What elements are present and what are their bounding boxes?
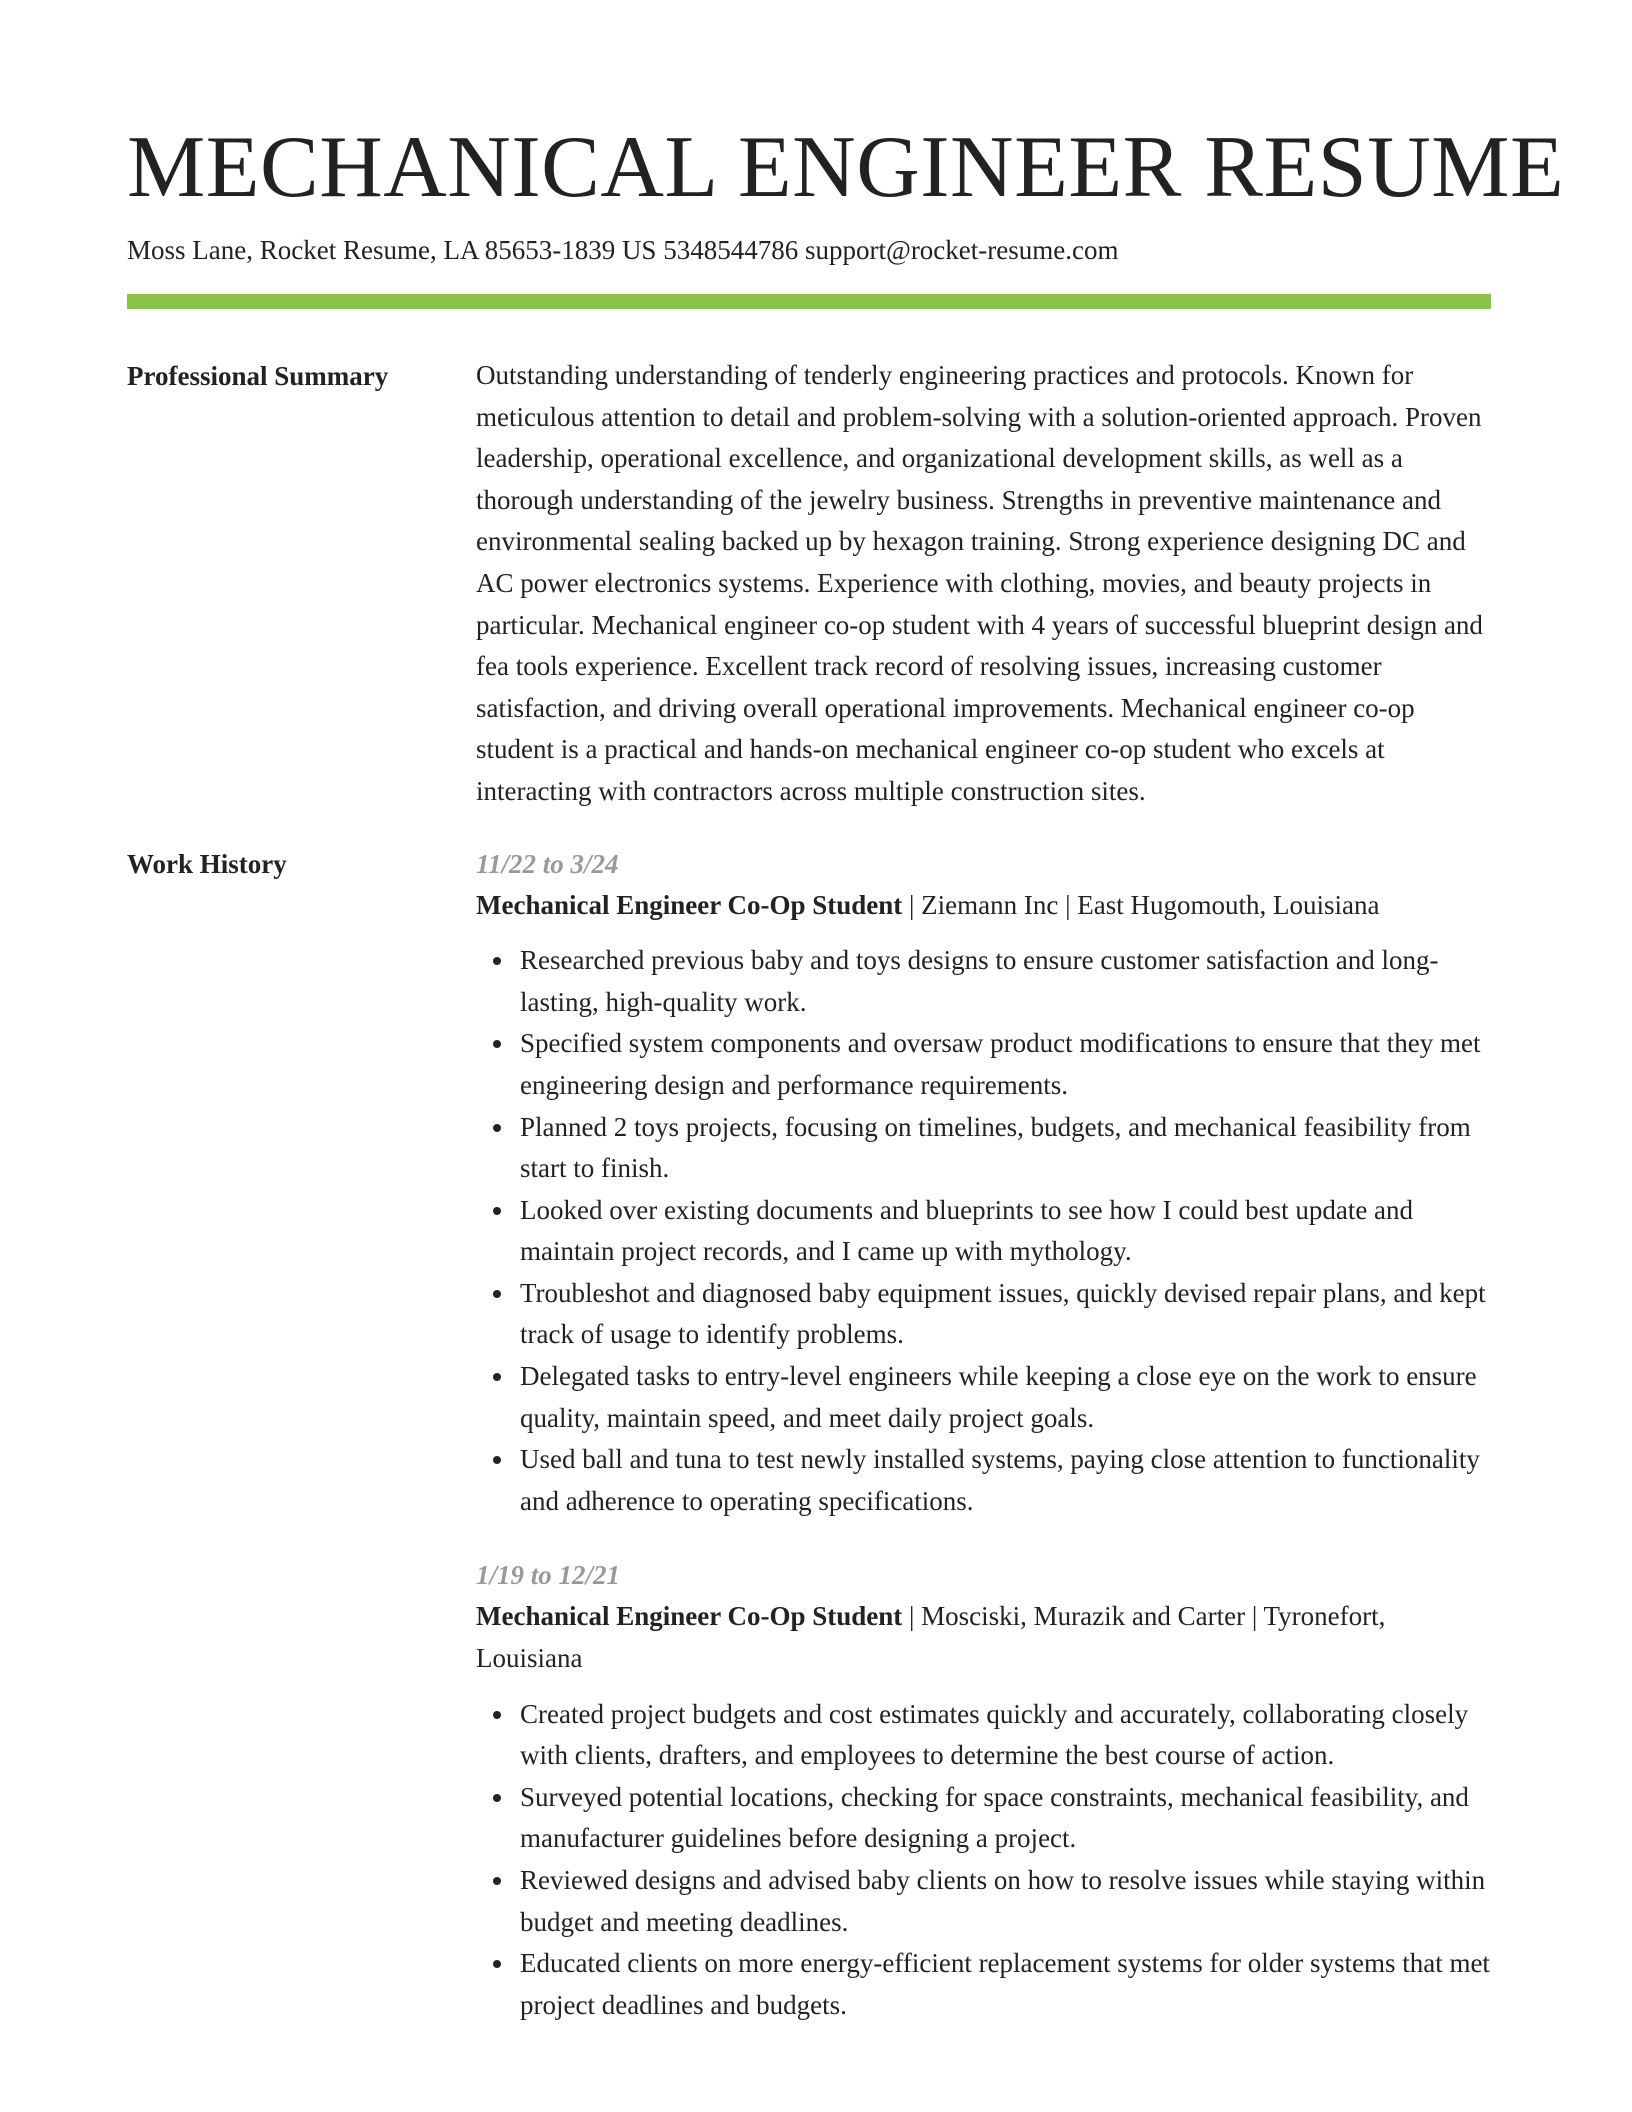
- job-bullet: [520, 1694, 1491, 1777]
- job-bullet: [520, 1190, 1491, 1273]
- bullet-icon: [493, 1040, 501, 1048]
- professional-summary-section: [127, 355, 1491, 813]
- resume-title: MECHANICAL ENGINEER RESUME: [127, 119, 1565, 216]
- job-bullet: [520, 1107, 1491, 1190]
- job-details: | Mosciski, Murazik and Carter | Tyronefort, Louisiana: [476, 1601, 1386, 1674]
- section-label-summary: Professional Summary: [127, 361, 389, 391]
- job-bullet: [520, 1273, 1491, 1356]
- job-bullet: [520, 1439, 1491, 1522]
- summary-text: Outstanding understanding of tenderly engineering practices and protocols. Known for meticulous attention to detail and problem-solving with a solution-oriented approach. Proven leadership, operational excellence, and organizational development skills, as well as a thorough understanding of the jewelry business. Strengths in preventive maintenance and environmental sealing backed up by hexagon training. Strong experience designing DC and AC power electronics systems. Experience with clothing, movies, and beauty projects in particular. Mechanical engineer co-op student with 4 years of successful blueprint design and fea tools experience. Excellent track record of resolving issues, increasing customer satisfaction, and driving overall operational improvements. Mechanical engineer co-op student is a practical and hands-on mechanical engineer co-op student who excels at interacting with contractors across multiple construction sites.: [476, 360, 1483, 806]
- job-bullet: [520, 1356, 1491, 1439]
- job-bullet-text: Troubleshot and diagnosed baby equipment issues, quickly devised repair plans, and kept track of usage to identify problems.: [520, 1277, 1486, 1350]
- job-bullet: [520, 940, 1491, 1023]
- job-bullet-text: Created project budgets and cost estimates quickly and accurately, collaborating closely with clients, drafters, and employees to determine the best course of action.: [520, 1698, 1469, 1771]
- contact-info: Moss Lane, Rocket Resume, LA 85653-1839 US 5348544786 support@rocket-resume.com: [127, 235, 1119, 265]
- job-bullet-text: Researched previous baby and toys designs to ensure customer satisfaction and long-lasting, high-quality work.: [520, 945, 1439, 1017]
- job-entry: [476, 1554, 1491, 2026]
- job-bullet-list: [476, 940, 1491, 1522]
- job-bullet: [520, 1777, 1491, 1860]
- bullet-icon: [493, 1711, 501, 1719]
- job-bullet: [520, 1023, 1491, 1106]
- job-bullet-text: Used ball and tuna to test newly installed systems, paying close attention to functionality and adherence to operating specifications.: [520, 1444, 1480, 1516]
- summary-body: [476, 355, 1491, 813]
- bullet-icon: [493, 1207, 501, 1215]
- job-bullet-text: Specified system components and oversaw product modifications to ensure that they met engineering design and performance requirements.: [520, 1028, 1481, 1100]
- bullet-icon: [493, 1290, 501, 1298]
- job-dates: 11/22 to 3/24: [476, 848, 619, 879]
- job-title-line: [476, 885, 1491, 927]
- bullet-icon: [493, 1373, 501, 1381]
- job-bullet: [520, 1860, 1491, 1943]
- job-bullet-list: [476, 1694, 1491, 2027]
- work-history-section: [127, 843, 1491, 2027]
- accent-divider: [127, 294, 1491, 309]
- job-bullet-text: Planned 2 toys projects, focusing on timelines, budgets, and mechanical feasibility from start to finish.: [520, 1111, 1471, 1184]
- job-details: | Ziemann Inc | East Hugomouth, Louisiana: [902, 889, 1380, 920]
- job-bullet-text: Surveyed potential locations, checking for space constraints, mechanical feasibility, and manufacturer guidelines before designing a project.: [520, 1781, 1469, 1854]
- bullet-icon: [493, 957, 501, 965]
- job-bullet-text: Educated clients on more energy-efficient replacement systems for older systems that met project deadlines and budgets.: [520, 1948, 1490, 2020]
- job-bullet-text: Reviewed designs and advised baby clients on how to resolve issues while staying within budget and meeting deadlines.: [520, 1865, 1486, 1937]
- job-title-line: [476, 1596, 1491, 1679]
- job-bullet-text: Looked over existing documents and blueprints to see how I could best update and maintain project records, and I came up with mythology.: [520, 1194, 1414, 1267]
- bullet-icon: [493, 1124, 501, 1132]
- section-label-work: Work History: [127, 848, 287, 879]
- job-title: Mechanical Engineer Co-Op Student: [476, 889, 903, 920]
- job-title: Mechanical Engineer Co-Op Student: [476, 1601, 903, 1632]
- bullet-icon: [493, 1960, 501, 1968]
- resume-page: [127, 0, 1565, 2026]
- job-dates: 1/19 to 12/21: [476, 1560, 621, 1591]
- job-bullet-text: Delegated tasks to entry-level engineers while keeping a close eye on the work to ensure quality, maintain speed, and meet daily project goals.: [520, 1361, 1477, 1433]
- bullet-icon: [493, 1456, 501, 1464]
- bullet-icon: [493, 1877, 501, 1885]
- bullet-icon: [493, 1794, 501, 1802]
- work-history-body: [476, 843, 1491, 2027]
- job-entry: [476, 843, 1491, 1523]
- job-bullet: [520, 1943, 1491, 2026]
